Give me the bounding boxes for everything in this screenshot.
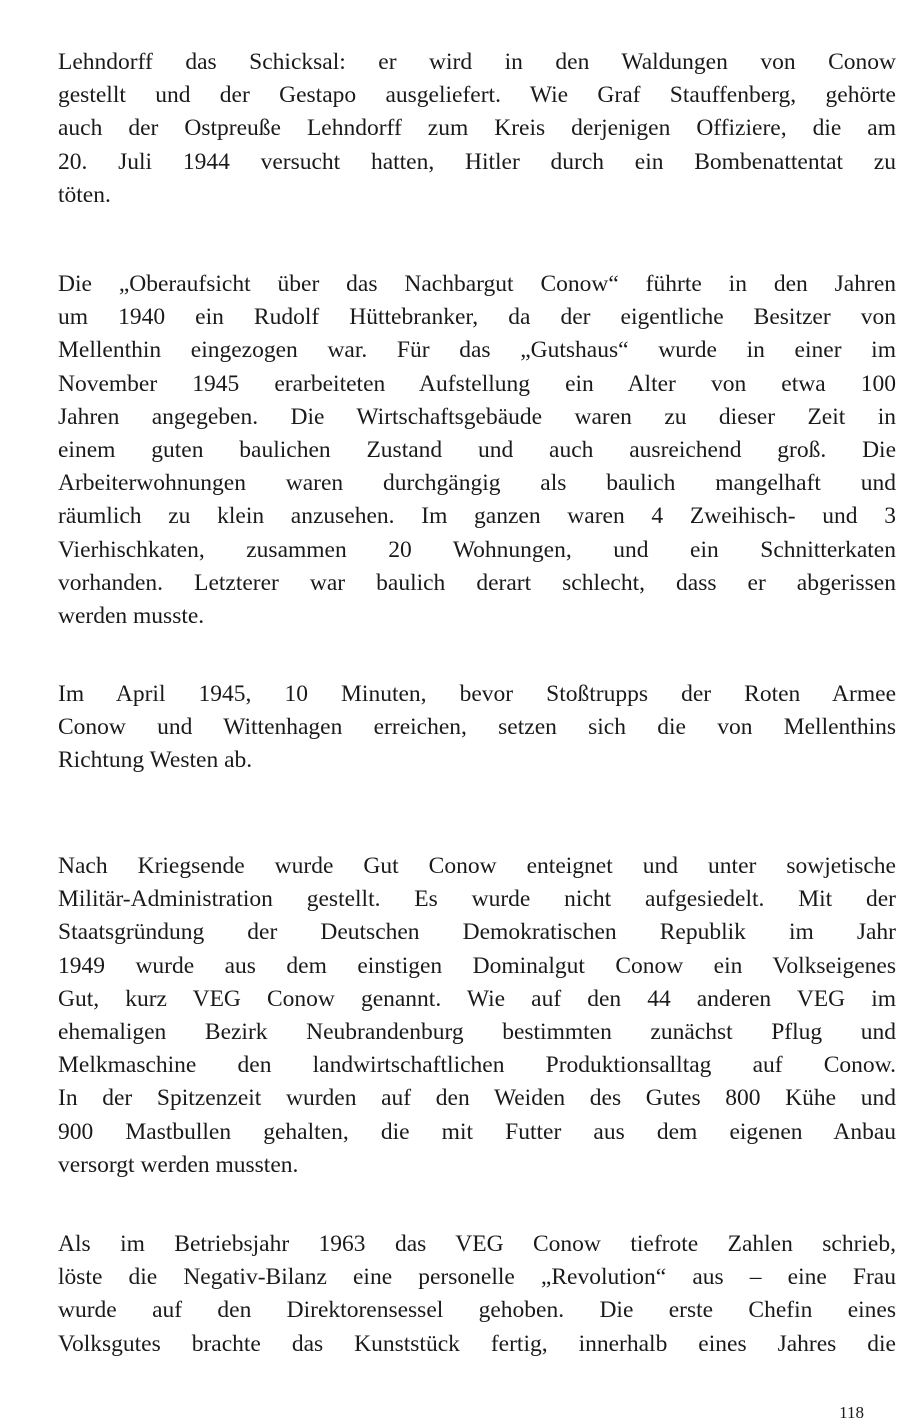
text-line: auch der Ostpreuße Lehndorff zum Kreis derjenigen Offiziere, die am — [58, 115, 896, 142]
text-line: Jahren angegeben. Die Wirtschaftsgebäude waren zu dieser Zeit in — [58, 403, 896, 430]
text-line: 900 Mastbullen gehalten, die mit Futter aus dem eigenen Anbau — [58, 1118, 896, 1145]
paragraph-1 — [58, 46, 896, 212]
text-line: November 1945 erarbeiteten Aufstellung ein Alter von etwa 100 — [58, 370, 896, 397]
text-line: Conow und Wittenhagen erreichen, setzen sich die von Mellenthins — [58, 714, 896, 741]
text-line: Melkmaschine den landwirtschaftlichen Produktionsalltag auf Conow. — [58, 1052, 896, 1079]
text-line: einem guten baulichen Zustand und auch ausreichend groß. Die — [58, 437, 896, 464]
text-line: Arbeiterwohnungen waren durchgängig als baulich mangelhaft und — [58, 470, 896, 497]
paragraph-4 — [58, 850, 896, 1182]
text-line: um 1940 ein Rudolf Hüttebranker, da der eigentliche Besitzer von — [58, 304, 896, 331]
text-line: Mellenthin eingezogen war. Für das „Gutshaus“ wurde in einer im — [58, 337, 896, 364]
text-line: 1949 wurde aus dem einstigen Dominalgut Conow ein Volkseigenes — [58, 952, 896, 979]
text-line: Im April 1945, 10 Minuten, bevor Stoßtrupps der Roten Armee — [58, 681, 896, 707]
text-line: Als im Betriebsjahr 1963 das VEG Conow tiefrote Zahlen schrieb, — [58, 1231, 896, 1257]
text-line: töten. — [58, 181, 111, 208]
text-line: In der Spitzenzeit wurden auf den Weiden des Gutes 800 Kühe und — [58, 1085, 896, 1112]
text-line: Nach Kriegsende wurde Gut Conow enteignet und unter sowjetische — [58, 853, 896, 879]
text-line: löste die Negativ-Bilanz eine personelle „Revolution“ aus – eine Frau — [58, 1264, 896, 1291]
text-line: vorhanden. Letzterer war baulich derart schlecht, dass er abgerissen — [58, 569, 896, 596]
paragraph-2 — [58, 268, 896, 633]
text-line: Volksgutes brachte das Kunststück fertig, innerhalb eines Jahres die — [58, 1330, 896, 1357]
page-number: 118 — [839, 1404, 864, 1421]
text-line: 20. Juli 1944 versucht hatten, Hitler durch ein Bombenattentat zu — [58, 148, 896, 175]
text-line: werden musste. — [58, 603, 205, 630]
text-line: Lehndorff das Schicksal: er wird in den Waldungen von Conow — [58, 49, 896, 75]
text-line: Militär-Administration gestellt. Es wurde nicht aufgesiedelt. Mit der — [58, 886, 896, 913]
paragraph-3 — [58, 678, 896, 778]
text-line: versorgt werden mussten. — [58, 1151, 299, 1178]
text-line: Gut, kurz VEG Conow genannt. Wie auf den 44 anderen VEG im — [58, 985, 896, 1012]
text-line: Vierhischkaten, zusammen 20 Wohnungen, und ein Schnitterkaten — [58, 536, 896, 563]
text-line: gestellt und der Gestapo ausgeliefert. Wie Graf Stauffenberg, gehörte — [58, 82, 896, 109]
text-line: Staatsgründung der Deutschen Demokratischen Republik im Jahr — [58, 919, 896, 946]
text-line: ehemaligen Bezirk Neubrandenburg bestimmten zunächst Pflug und — [58, 1019, 896, 1046]
text-line: Die „Oberaufsicht über das Nachbargut Conow“ führte in den Jahren — [58, 271, 896, 297]
paragraph-5 — [58, 1228, 896, 1361]
text-line: räumlich zu klein anzusehen. Im ganzen waren 4 Zweihisch- und 3 — [58, 503, 896, 530]
text-line: wurde auf den Direktorensessel gehoben. Die erste Chefin eines — [58, 1297, 896, 1324]
text-line: Richtung Westen ab. — [58, 747, 253, 774]
